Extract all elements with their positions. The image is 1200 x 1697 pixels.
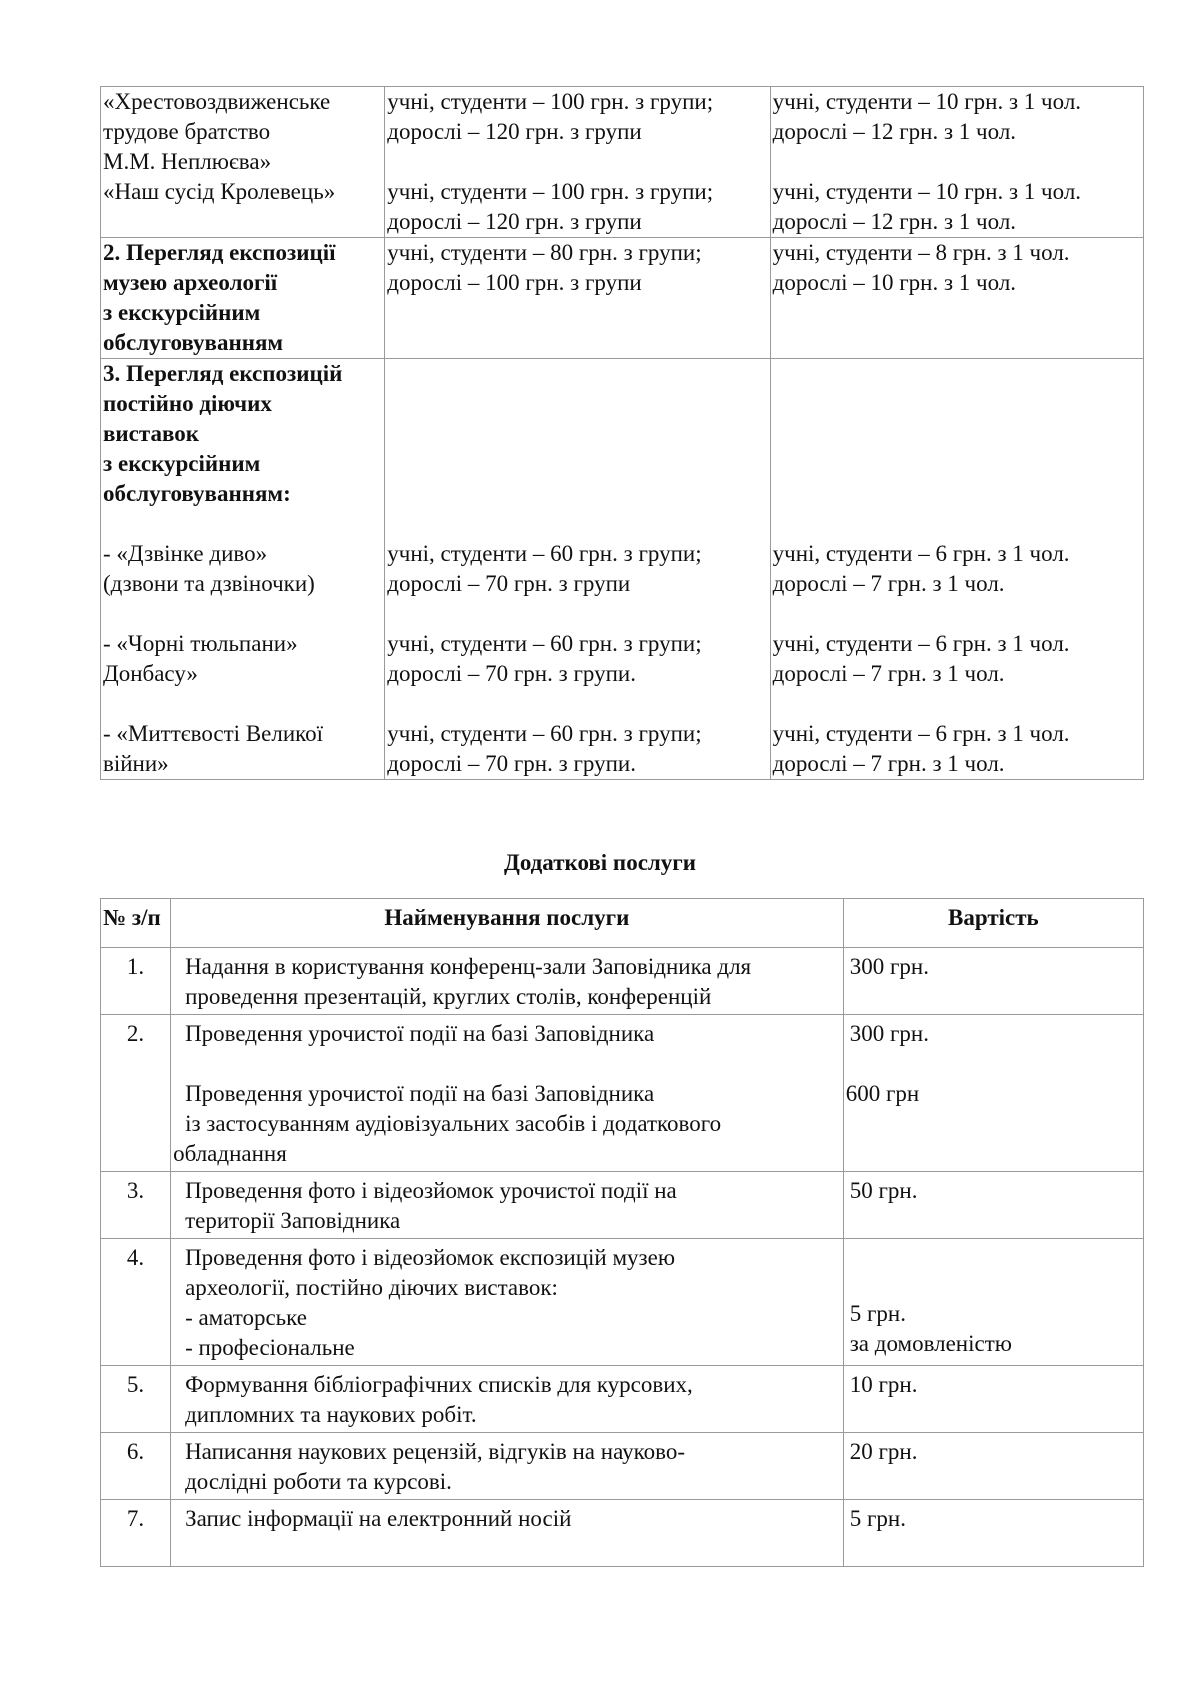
cell-line: виставок [103, 421, 199, 446]
spacer [773, 147, 1143, 177]
cell-line: Написання наукових рецензій, відгуків на науково- [185, 1439, 685, 1464]
cell-line: 2. Перегляд експозиції [103, 240, 336, 265]
cell-line: війни» [103, 751, 169, 776]
spacer [773, 449, 1143, 479]
cell-line: території Заповідника [185, 1208, 401, 1233]
table-row [101, 1500, 1144, 1567]
spacer [103, 599, 384, 629]
service-price-cell [843, 1366, 1143, 1433]
cell-line: 300 грн. [849, 1021, 929, 1046]
cell-line: учні, студенти – 100 грн. з групи; [387, 89, 714, 114]
spacer [387, 449, 769, 479]
cell-line: - «Чорні тюльпани» [103, 631, 298, 656]
service-name-cell [171, 1500, 844, 1567]
spacer [850, 1243, 1143, 1273]
cell-line: дорослі – 70 грн. з групи [387, 571, 631, 596]
cell-line: - професіональне [185, 1335, 355, 1360]
cell-line: постійно діючих [103, 391, 272, 416]
cell-line: обслуговуванням [103, 330, 284, 355]
exhibition-prices-table [100, 86, 1144, 780]
spacer [387, 147, 769, 177]
cell-line: 5 грн. [849, 1301, 906, 1326]
table-row [101, 359, 1144, 780]
service-name-cell [171, 948, 844, 1015]
cell-line: проведення презентацій, круглих столів, конференцій [185, 984, 712, 1009]
person-price-cell [770, 87, 1143, 238]
service-name-cell [171, 1172, 844, 1239]
cell-line: дорослі – 7 грн. з 1 чол. [772, 571, 1005, 596]
cell-line: музею археології [103, 270, 278, 295]
spacer [387, 479, 769, 509]
cell-line: трудове братство [103, 119, 271, 144]
row-number: 6. [101, 1433, 171, 1500]
cell-line: учні, студенти – 60 грн. з групи; [387, 631, 702, 656]
excursion-name-cell [101, 238, 385, 359]
cell-line: Надання в користування конференц-зали Заповідника для [185, 954, 752, 979]
table-row [101, 1172, 1144, 1239]
cell-line: 10 грн. [849, 1372, 918, 1397]
excursion-name-cell [101, 87, 385, 238]
spacer [773, 389, 1143, 419]
cell-line: дорослі – 70 грн. з групи. [387, 661, 636, 686]
table-header-row [101, 899, 1144, 948]
spacer [773, 509, 1143, 539]
cell-line: дорослі – 120 грн. з групи [387, 209, 642, 234]
person-price-cell [770, 238, 1143, 359]
cell-line: - «Миттєвості Великої [103, 721, 324, 746]
cell-line: Проведення фото і відеозйомок урочистої події на [185, 1178, 677, 1203]
row-number: 7. [101, 1500, 171, 1567]
cell-line: - «Дзвінке диво» [103, 541, 268, 566]
cell-line: дорослі – 10 грн. з 1 чол. [772, 270, 1017, 295]
service-name-cell [171, 1366, 844, 1433]
cell-line: обладнання [173, 1141, 287, 1166]
cell-line: Донбасу» [103, 661, 198, 686]
spacer [387, 389, 769, 419]
spacer [773, 479, 1143, 509]
cell-line: дорослі – 100 грн. з групи [387, 270, 642, 295]
table-row [101, 1015, 1144, 1172]
cell-line: - аматорське [185, 1305, 307, 1330]
service-price-cell [843, 1239, 1143, 1366]
row-number: 1. [101, 948, 171, 1015]
spacer [103, 689, 384, 719]
spacer [773, 359, 1143, 389]
service-name-cell [171, 1433, 844, 1500]
spacer [387, 359, 769, 389]
row-number: 2. [101, 1015, 171, 1172]
spacer [103, 509, 384, 539]
cell-line: 300 грн. [849, 954, 929, 979]
cell-line: 600 грн [845, 1081, 920, 1106]
section-heading: Додаткові послуги [504, 850, 696, 875]
group-price-cell [385, 238, 770, 359]
cell-line: учні, студенти – 6 грн. з 1 чол. [772, 631, 1070, 656]
spacer [850, 1049, 1143, 1079]
cell-line: учні, студенти – 10 грн. з 1 чол. [772, 179, 1082, 204]
cell-line: археології, постійно діючих виставок: [185, 1275, 558, 1300]
cell-line: учні, студенти – 6 грн. з 1 чол. [772, 541, 1070, 566]
cell-line: дорослі – 7 грн. з 1 чол. [772, 661, 1005, 686]
spacer [773, 689, 1143, 719]
cell-line: дослідні роботи та курсові. [185, 1469, 452, 1494]
column-header-price: Вартість [843, 899, 1143, 948]
cell-line: 50 грн. [849, 1178, 918, 1203]
group-price-cell [385, 359, 770, 780]
cell-line: (дзвони та дзвіночки) [103, 571, 315, 596]
cell-line: 5 грн. [849, 1506, 906, 1531]
group-price-cell [385, 87, 770, 238]
spacer [185, 1049, 843, 1079]
cell-line: учні, студенти – 80 грн. з групи; [387, 240, 702, 265]
service-name-cell [171, 1239, 844, 1366]
spacer [185, 1534, 843, 1564]
cell-line: «Хрестовоздвиженське [103, 89, 331, 114]
table-row [101, 87, 1144, 238]
cell-line: дорослі – 12 грн. з 1 чол. [772, 119, 1017, 144]
cell-line: Проведення фото і відеозйомок експозицій музею [185, 1245, 676, 1270]
cell-line: обслуговуванням: [103, 481, 291, 506]
cell-line: учні, студенти – 10 грн. з 1 чол. [772, 89, 1082, 114]
spacer [387, 419, 769, 449]
spacer [773, 419, 1143, 449]
cell-line: учні, студенти – 60 грн. з групи; [387, 541, 702, 566]
spacer [387, 509, 769, 539]
row-number: 4. [101, 1239, 171, 1366]
spacer [387, 689, 769, 719]
cell-line: з екскурсійним [103, 300, 261, 325]
cell-line: Запис інформації на електронний носій [185, 1506, 572, 1531]
cell-line: дипломних та наукових робіт. [185, 1402, 477, 1427]
cell-line: з екскурсійним [103, 451, 261, 476]
cell-line: Проведення урочистої події на базі Заповідника [185, 1081, 655, 1106]
cell-line: дорослі – 7 грн. з 1 чол. [772, 751, 1005, 776]
cell-line: учні, студенти – 60 грн. з групи; [387, 721, 702, 746]
cell-line: дорослі – 120 грн. з групи [387, 119, 642, 144]
row-number: 5. [101, 1366, 171, 1433]
person-price-cell [770, 359, 1143, 780]
cell-line: Формування бібліографічних списків для курсових, [185, 1372, 693, 1397]
cell-line: «Наш сусід Кролевець» [103, 179, 336, 204]
column-header-service: Найменування послуги [171, 899, 844, 948]
excursion-name-cell [101, 359, 385, 780]
cell-line: за домовленістю [849, 1331, 1012, 1356]
cell-line: дорослі – 70 грн. з групи. [387, 751, 636, 776]
cell-line: М.М. Неплюєва» [103, 149, 272, 174]
table-row [101, 948, 1144, 1015]
service-price-cell [843, 948, 1143, 1015]
cell-line: учні, студенти – 6 грн. з 1 чол. [772, 721, 1070, 746]
service-name-cell [171, 1015, 844, 1172]
table-row [101, 238, 1144, 359]
additional-services-table [100, 898, 1144, 1567]
table-row [101, 1366, 1144, 1433]
spacer [773, 599, 1143, 629]
table-row [101, 1239, 1144, 1366]
cell-line: Проведення урочистої події на базі Заповідника [185, 1021, 655, 1046]
cell-line: учні, студенти – 100 грн. з групи; [387, 179, 714, 204]
service-price-cell [843, 1433, 1143, 1500]
service-price-cell [843, 1015, 1143, 1172]
spacer [387, 599, 769, 629]
table-row [101, 1433, 1144, 1500]
column-header-number: № з/п [101, 899, 171, 948]
cell-line: 20 грн. [849, 1439, 918, 1464]
row-number: 3. [101, 1172, 171, 1239]
cell-line: із застосуванням аудіовізуальних засобів і додаткового [185, 1111, 722, 1136]
cell-line: дорослі – 12 грн. з 1 чол. [772, 209, 1017, 234]
cell-line: учні, студенти – 8 грн. з 1 чол. [772, 240, 1070, 265]
service-price-cell [843, 1500, 1143, 1567]
cell-line: 3. Перегляд експозицій [103, 361, 343, 386]
service-price-cell [843, 1172, 1143, 1239]
